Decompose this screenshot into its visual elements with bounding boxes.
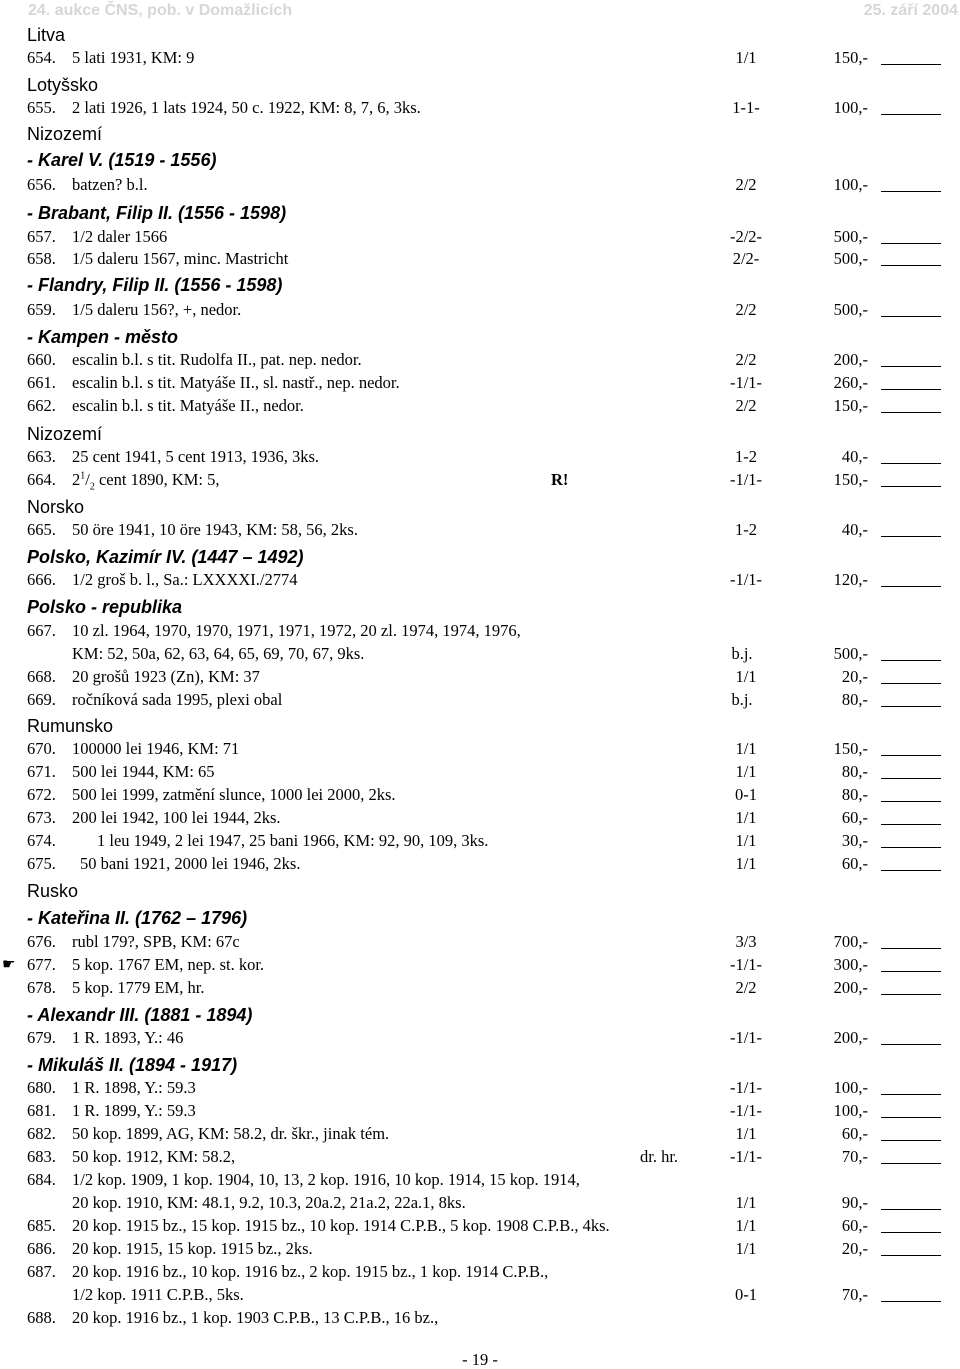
lot-description: 20 grošů 1923 (Zn), KM: 37 <box>72 667 260 686</box>
lot-description: 5 kop. 1779 EM, hr. <box>72 978 205 997</box>
lot-number: 657. <box>27 227 56 246</box>
lot-number: 686. <box>27 1239 56 1258</box>
lot-condition: -1/1- <box>729 470 763 489</box>
lot-condition: -1/1- <box>729 955 763 974</box>
lot-condition: -1/1- <box>729 1101 763 1120</box>
lot-condition: -1/1- <box>729 1078 763 1097</box>
bid-blank-line <box>881 265 941 266</box>
lot-number: 671. <box>27 762 56 781</box>
section-heading: Nizozemí <box>27 124 103 144</box>
section-heading: Norsko <box>27 497 85 517</box>
lot-note: R! <box>551 470 569 489</box>
lot-price: 70,- <box>841 1147 868 1166</box>
section-heading: - Brabant, Filip II. (1556 - 1598) <box>27 203 287 223</box>
section-heading: Litva <box>27 25 66 45</box>
auction-date: 25. září 2004 <box>863 2 958 19</box>
lot-description: rubl 179?, SPB, KM: 67c <box>72 932 240 951</box>
page-number: - 19 - <box>462 1350 498 1369</box>
lot-price: 60,- <box>841 1124 868 1143</box>
lot-number: 656. <box>27 175 56 194</box>
lot-number: 666. <box>27 570 56 589</box>
lot-description: 1 R. 1898, Y.: 59.3 <box>72 1078 196 1097</box>
bid-blank-line <box>881 1209 941 1210</box>
lot-number: 680. <box>27 1078 56 1097</box>
lot-description: 1 leu 1949, 2 lei 1947, 25 bani 1966, KM: 92, 90, 109, 3ks. <box>97 831 489 850</box>
lot-price: 80,- <box>841 762 868 781</box>
lot-number: 674. <box>27 831 56 850</box>
bid-blank-line <box>881 316 941 317</box>
bid-blank-line <box>881 366 941 367</box>
lot-description: 25 cent 1941, 5 cent 1913, 1936, 3ks. <box>72 447 320 466</box>
lot-number: 654. <box>27 48 56 67</box>
lot-condition: -1/1- <box>729 373 763 392</box>
lot-description: 1/2 kop. 1911 C.P.B., 5ks. <box>72 1285 244 1304</box>
lot-condition: 0-1 <box>735 785 757 804</box>
lot-description: 1 R. 1893, Y.: 46 <box>72 1028 184 1047</box>
lot-condition: -1/1- <box>729 570 763 589</box>
bid-blank-line <box>881 824 941 825</box>
lot-number: 683. <box>27 1147 56 1166</box>
lot-description: 50 kop. 1912, KM: 58.2, <box>72 1147 236 1166</box>
section-heading: Polsko - republika <box>27 597 183 617</box>
lot-price: 120,- <box>833 570 868 589</box>
lot-number: 669. <box>27 690 56 709</box>
lot-price: 70,- <box>841 1285 868 1304</box>
bid-blank-line <box>881 64 941 65</box>
lot-number: 660. <box>27 350 56 369</box>
lot-condition: 1/1 <box>735 739 757 758</box>
lot-price: 90,- <box>841 1193 868 1212</box>
desc-rest: cent 1890, KM: 5, <box>94 470 220 489</box>
lot-number: 670. <box>27 739 56 758</box>
bid-blank-line <box>881 847 941 848</box>
lot-description: 200 lei 1942, 100 lei 1944, 2ks. <box>72 808 281 827</box>
lot-description: escalin b.l. s tit. Matyáše II., nedor. <box>72 396 304 415</box>
lot-condition: 1/1 <box>735 808 757 827</box>
lot-description: 50 öre 1941, 10 öre 1943, KM: 58, 56, 2ks. <box>72 520 358 539</box>
lot-number: 665. <box>27 520 56 539</box>
lot-price: 20,- <box>841 1239 868 1258</box>
bid-blank-line <box>881 660 941 661</box>
bid-blank-line <box>881 243 941 244</box>
bid-blank-line <box>881 971 941 972</box>
lot-number: 663. <box>27 447 56 466</box>
lot-price: 100,- <box>833 98 868 117</box>
bid-blank-line <box>881 1044 941 1045</box>
bid-blank-line <box>881 412 941 413</box>
desc-fraction-whole: 2 <box>72 470 81 489</box>
lot-number: 682. <box>27 1124 56 1143</box>
lot-condition: -1/1- <box>729 1028 763 1047</box>
bid-blank-line <box>881 114 941 115</box>
lot-condition: 1/1 <box>735 1193 757 1212</box>
lot-price: 60,- <box>841 1216 868 1235</box>
section-heading: - Mikuláš II. (1894 - 1917) <box>27 1055 238 1075</box>
bid-blank-line <box>881 1163 941 1164</box>
lot-price: 60,- <box>841 808 868 827</box>
lot-price: 80,- <box>841 785 868 804</box>
lot-number: 685. <box>27 1216 56 1235</box>
lot-description: 2 lati 1926, 1 lats 1924, 50 c. 1922, KM: 8, 7, 6, 3ks. <box>72 98 421 117</box>
lot-condition: 1/1 <box>735 854 757 873</box>
lot-condition: 1/1 <box>735 667 757 686</box>
bid-blank-line <box>881 1094 941 1095</box>
hand-pointer-icon: ☛ <box>2 957 16 973</box>
lot-price: 700,- <box>833 932 868 951</box>
lot-number: 661. <box>27 373 56 392</box>
lot-description: escalin b.l. s tit. Rudolfa II., pat. nep. nedor. <box>72 350 362 369</box>
lot-condition: 1/1 <box>735 1239 757 1258</box>
lot-condition: 1-2 <box>735 447 757 466</box>
section-heading: Rusko <box>27 881 79 901</box>
lot-price: 100,- <box>833 1101 868 1120</box>
lot-description: 20 kop. 1916 bz., 10 kop. 1916 bz., 2 kop. 1915 bz., 1 kop. 1914 C.P.B., <box>72 1262 549 1281</box>
lot-number: 659. <box>27 300 56 319</box>
lot-condition: 3/3 <box>735 932 757 951</box>
page-header <box>28 2 958 22</box>
lot-description: 100000 lei 1946, KM: 71 <box>72 739 240 758</box>
section-heading: Lotyšsko <box>27 75 99 95</box>
lot-description: 500 lei 1944, KM: 65 <box>72 762 215 781</box>
bid-blank-line <box>881 1301 941 1302</box>
lot-price: 20,- <box>841 667 868 686</box>
lot-condition: 1/1 <box>735 1216 757 1235</box>
bid-blank-line <box>881 755 941 756</box>
bid-blank-line <box>881 683 941 684</box>
lot-price: 40,- <box>841 447 868 466</box>
bid-blank-line <box>881 486 941 487</box>
section-heading: - Flandry, Filip II. (1556 - 1598) <box>27 275 283 295</box>
bid-blank-line <box>881 1117 941 1118</box>
lot-condition: 1/1 <box>735 48 757 67</box>
lot-condition: 1-2 <box>735 520 757 539</box>
desc-fraction-num: 1 <box>80 470 86 482</box>
lot-price: 40,- <box>841 520 868 539</box>
lot-price: 150,- <box>833 396 868 415</box>
lot-description <box>72 470 220 493</box>
bid-blank-line <box>881 389 941 390</box>
lot-number: 687. <box>27 1262 56 1281</box>
lot-number: 678. <box>27 978 56 997</box>
lot-price: 260,- <box>833 373 868 392</box>
bid-blank-line <box>881 586 941 587</box>
lot-price: 200,- <box>833 1028 868 1047</box>
section-heading: - Alexandr III. (1881 - 1894) <box>27 1005 253 1025</box>
lot-number: 658. <box>27 249 56 268</box>
lot-description: 50 kop. 1899, AG, KM: 58.2, dr. škr., jinak tém. <box>72 1124 390 1143</box>
bid-blank-line <box>881 191 941 192</box>
lot-price: 150,- <box>833 48 868 67</box>
lot-price: 200,- <box>833 350 868 369</box>
lot-price: 30,- <box>841 831 868 850</box>
lot-price: 100,- <box>833 1078 868 1097</box>
bid-blank-line <box>881 1255 941 1256</box>
lot-price: 100,- <box>833 175 868 194</box>
lot-description: KM: 52, 50a, 62, 63, 64, 65, 69, 70, 67, 9ks. <box>72 644 365 663</box>
lot-description: 1/2 groš b. l., Sa.: LXXXXI./2774 <box>72 570 298 589</box>
lot-price: 500,- <box>833 644 868 663</box>
lot-condition: 2/2- <box>732 249 760 268</box>
lot-condition: b.j. <box>731 644 753 663</box>
lot-condition: 2/2 <box>735 175 757 194</box>
lot-price: 80,- <box>841 690 868 709</box>
lot-number: 681. <box>27 1101 56 1120</box>
lot-condition: 2/2 <box>735 978 757 997</box>
lot-note: dr. hr. <box>640 1147 679 1166</box>
lot-condition: 1/1 <box>735 762 757 781</box>
section-heading: Rumunsko <box>27 716 114 736</box>
lot-description: 20 kop. 1915 bz., 15 kop. 1915 bz., 10 kop. 1914 C.P.B., 5 kop. 1908 C.P.B., 4ks. <box>72 1216 610 1235</box>
lot-price: 300,- <box>833 955 868 974</box>
desc-fraction-slash: / <box>85 470 90 489</box>
lot-condition: 2/2 <box>735 396 757 415</box>
lot-description: 20 kop. 1916 bz., 1 kop. 1903 C.P.B., 13 C.P.B., 16 bz., <box>72 1308 439 1327</box>
lot-condition: 2/2 <box>735 300 757 319</box>
lot-condition: 1/1 <box>735 1124 757 1143</box>
section-heading: Nizozemí <box>27 424 103 444</box>
bid-blank-line <box>881 463 941 464</box>
desc-fraction-den: 2 <box>89 481 95 493</box>
lot-description: ročníková sada 1995, plexi obal <box>72 690 283 709</box>
lot-number: 668. <box>27 667 56 686</box>
bid-blank-line <box>881 1232 941 1233</box>
lot-number: 675. <box>27 854 56 873</box>
lot-description: 1/2 daler 1566 <box>72 227 168 246</box>
lot-number: 673. <box>27 808 56 827</box>
bid-blank-line <box>881 706 941 707</box>
bid-blank-line <box>881 801 941 802</box>
lot-description: batzen? b.l. <box>72 175 148 194</box>
lot-price: 200,- <box>833 978 868 997</box>
lot-condition: -2/2- <box>729 227 763 246</box>
lot-description: escalin b.l. s tit. Matyáše II., sl. nastř., nep. nedor. <box>72 373 400 392</box>
lot-description: 1 R. 1899, Y.: 59.3 <box>72 1101 196 1120</box>
lot-condition: 1-1- <box>732 98 760 117</box>
lot-price: 150,- <box>833 470 868 489</box>
lot-description: 50 bani 1921, 2000 lei 1946, 2ks. <box>80 854 301 873</box>
lot-price: 500,- <box>833 227 868 246</box>
lot-price: 60,- <box>841 854 868 873</box>
lot-price: 500,- <box>833 249 868 268</box>
bid-blank-line <box>881 994 941 995</box>
section-heading: Polsko, Kazimír IV. (1447 – 1492) <box>27 547 304 567</box>
section-heading: - Karel V. (1519 - 1556) <box>27 150 217 170</box>
lot-number: 684. <box>27 1170 56 1189</box>
lot-condition: 0-1 <box>735 1285 757 1304</box>
lot-description: 5 kop. 1767 EM, nep. st. kor. <box>72 955 265 974</box>
auction-title: 24. aukce ČNS, pob. v Domažlicích <box>28 2 293 19</box>
bid-blank-line <box>881 536 941 537</box>
lot-number: 677. <box>27 955 56 974</box>
lot-description: 500 lei 1999, zatmění slunce, 1000 lei 2000, 2ks. <box>72 785 396 804</box>
lot-description: 1/5 daleru 156?, +, nedor. <box>72 300 242 319</box>
lot-condition: -1/1- <box>729 1147 763 1166</box>
section-heading: - Kateřina II. (1762 – 1796) <box>27 908 248 928</box>
bid-blank-line <box>881 948 941 949</box>
lot-number: 662. <box>27 396 56 415</box>
lot-condition: 1/1 <box>735 831 757 850</box>
lot-description: 20 kop. 1910, KM: 48.1, 9.2, 10.3, 20a.2, 21a.2, 22a.1, 8ks. <box>72 1193 466 1212</box>
lot-number: 676. <box>27 932 56 951</box>
lot-condition: b.j. <box>731 690 753 709</box>
bid-blank-line <box>881 870 941 871</box>
lot-number: 667. <box>27 621 56 640</box>
lot-condition: 2/2 <box>735 350 757 369</box>
lot-description: 1/2 kop. 1909, 1 kop. 1904, 10, 13, 2 kop. 1916, 10 kop. 1914, 15 kop. 1914, <box>72 1170 580 1189</box>
lot-description: 20 kop. 1915, 15 kop. 1915 bz., 2ks. <box>72 1239 313 1258</box>
lot-number: 679. <box>27 1028 56 1047</box>
bid-blank-line <box>881 778 941 779</box>
lot-number: 672. <box>27 785 56 804</box>
lot-description: 10 zl. 1964, 1970, 1970, 1971, 1971, 1972, 20 zl. 1974, 1974, 1976, <box>72 621 521 640</box>
lot-number: 655. <box>27 98 56 117</box>
lot-description: 1/5 daleru 1567, minc. Mastricht <box>72 249 289 268</box>
lot-number: 688. <box>27 1308 56 1327</box>
bid-blank-line <box>881 1140 941 1141</box>
section-heading: - Kampen - město <box>27 327 179 347</box>
lot-number: 664. <box>27 470 56 489</box>
lot-description: 5 lati 1931, KM: 9 <box>72 48 195 67</box>
lot-price: 150,- <box>833 739 868 758</box>
lot-price: 500,- <box>833 300 868 319</box>
